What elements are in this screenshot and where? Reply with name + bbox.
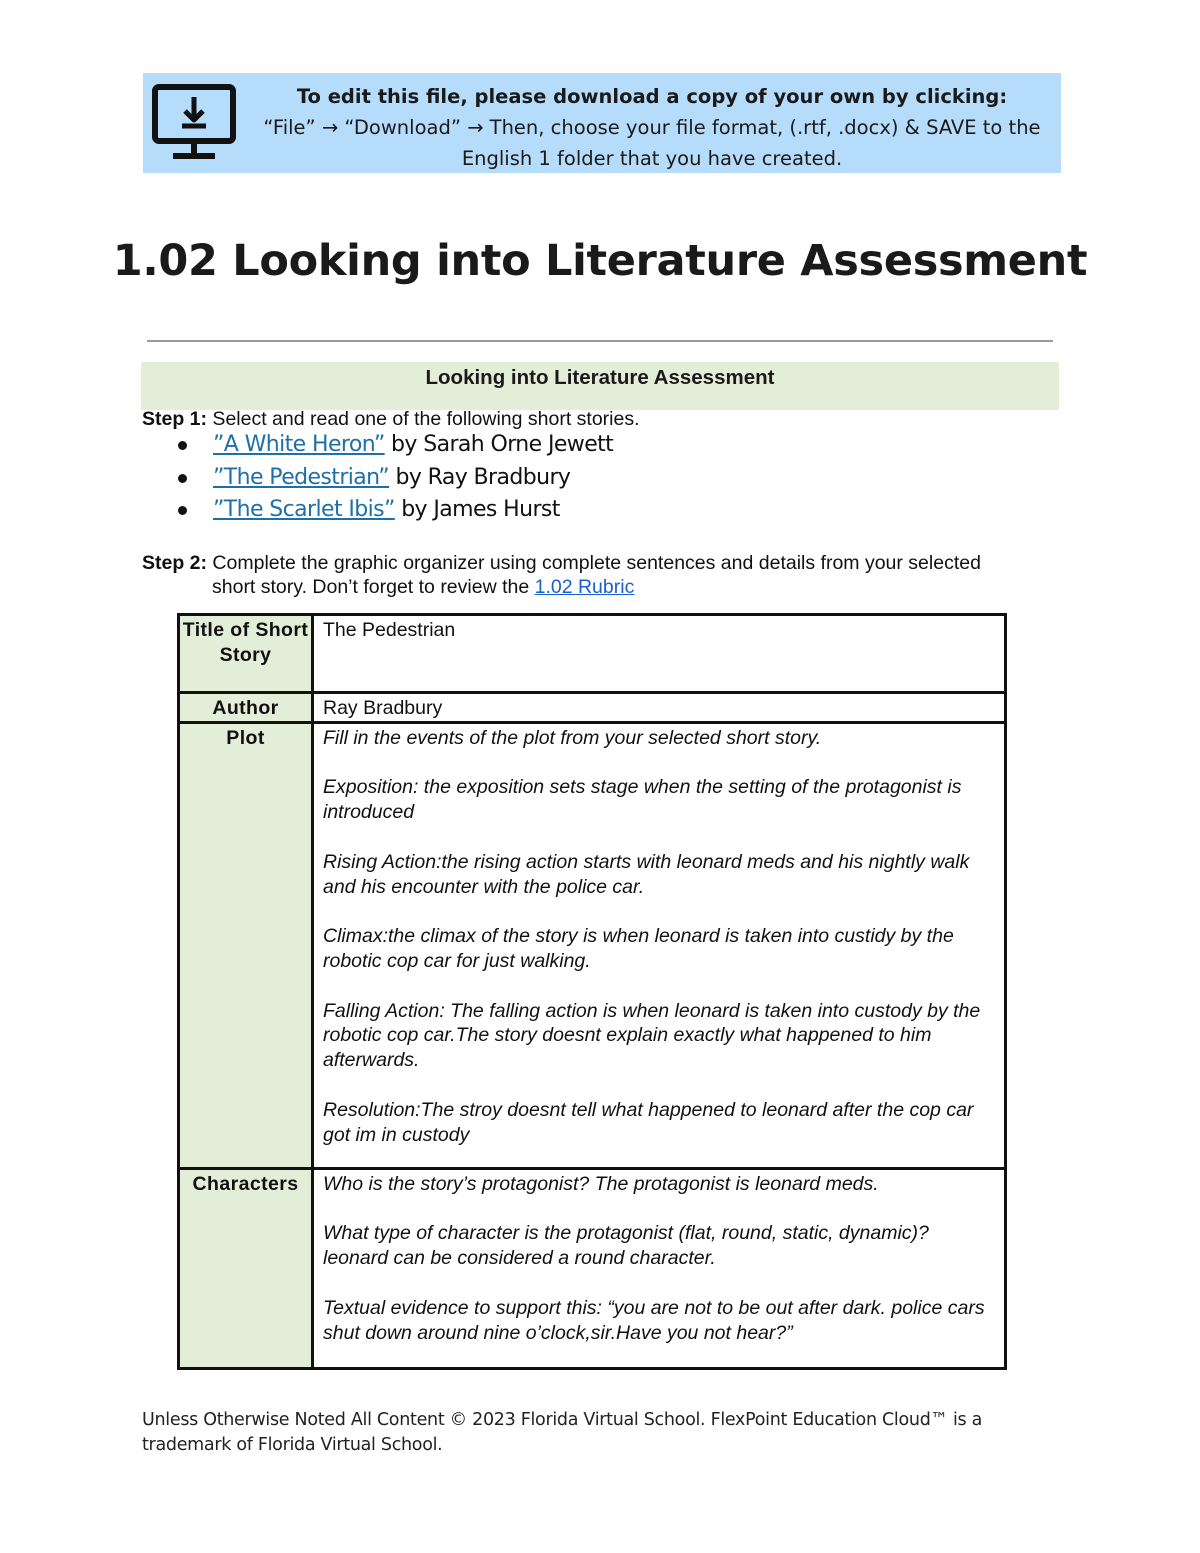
story-author: by James Hurst [394,497,560,522]
section-heading: Looking into Literature Assessment [141,362,1059,410]
banner-line-2: “File” → “Download” → Then, choose your file format, (.rtf, .docx) & SAVE to the [263,116,1041,139]
characters-protagonist: Who is the story’s protagonist? The protagonist is leonard meds. [323,1172,879,1195]
step-2-instruction [142,551,1042,599]
story-link-pedestrian[interactable]: ”The Pedestrian” [213,464,390,490]
story-author: by Ray Bradbury [389,464,571,490]
step-2-text-1: Complete the graphic organizer using complete sentences and details from your selected [207,552,981,574]
characters-type: What type of character is the protagonist (flat, round, static, dynamic)? leonard can be considered a round character. [323,1222,929,1270]
characters-label: Characters [179,1168,313,1368]
story-list [178,429,613,527]
divider [147,340,1053,342]
banner-line-1: To edit this file, please download a copy of your own by clicking: [296,85,1008,108]
plot-resolution: Resolution:The stroy doesnt tell what happened to leonard after the cop car got im in custody [323,1098,974,1146]
story-author: by Sarah Orne Jewett [384,432,614,457]
banner-text [243,81,1061,174]
plot-prompt: Fill in the events of the plot from your selected short story. [323,726,822,749]
banner-line-3: English 1 folder that you have created. [461,147,843,170]
table-row [179,1168,1006,1368]
download-monitor-icon [151,83,239,163]
title-value[interactable]: The Pedestrian [313,615,1006,693]
characters-value[interactable] [313,1168,1006,1368]
table-row [179,615,1006,693]
list-item [178,462,613,495]
bullet-icon [178,474,187,483]
bullet-icon [178,441,187,450]
story-link-scarlet-ibis[interactable]: ”The Scarlet Ibis” [213,497,395,522]
table-row [179,722,1006,1168]
author-value[interactable]: Ray Bradbury [313,693,1006,723]
graphic-organizer [177,613,1007,1370]
table-row [179,693,1006,723]
step-2-label: Step 2: [142,552,208,574]
step-1-label: Step 1: [142,408,208,430]
download-instructions-banner [143,73,1061,173]
step-1-instruction [142,407,640,431]
author-label: Author [179,693,313,723]
bullet-icon [178,506,187,515]
copyright-footer: Unless Otherwise Noted All Content © 2023 Florida Virtual School. FlexPoint Education Cloud™ is a trademark of Florida Virtual School. [142,1410,983,1455]
list-item [178,429,613,462]
plot-rising-action: Rising Action:the rising action starts with leonard meds and his nightly walk and his encounter with the police car. [323,850,970,898]
list-item [178,494,613,527]
characters-evidence: Textual evidence to support this: “you are not to be out after dark. police cars shut down around nine o’clock,sir.Have you not hear?” [323,1296,985,1344]
plot-climax: Climax:the climax of the story is when leonard is taken into custidy by the robotic cop car for just walking. [323,925,954,972]
title-label: Title of Short Story [179,615,313,693]
plot-value[interactable] [313,722,1006,1168]
plot-label: Plot [179,722,313,1168]
step-2-text-2: short story. Don’t forget to review the [212,576,535,598]
page-title: 1.02 Looking into Literature Assessment [112,236,1088,286]
rubric-link[interactable]: 1.02 Rubric [534,576,635,598]
story-link-white-heron[interactable]: ”A White Heron” [213,432,385,457]
step-1-text: Select and read one of the following short stories. [207,408,640,430]
plot-falling-action: Falling Action: The falling action is when leonard is taken into custody by the robotic cop car.The story doesnt explain exactly what happened to him afterwards. [323,999,981,1072]
plot-exposition: Exposition: the exposition sets stage when the setting of the protagonist is introduced [323,776,962,824]
